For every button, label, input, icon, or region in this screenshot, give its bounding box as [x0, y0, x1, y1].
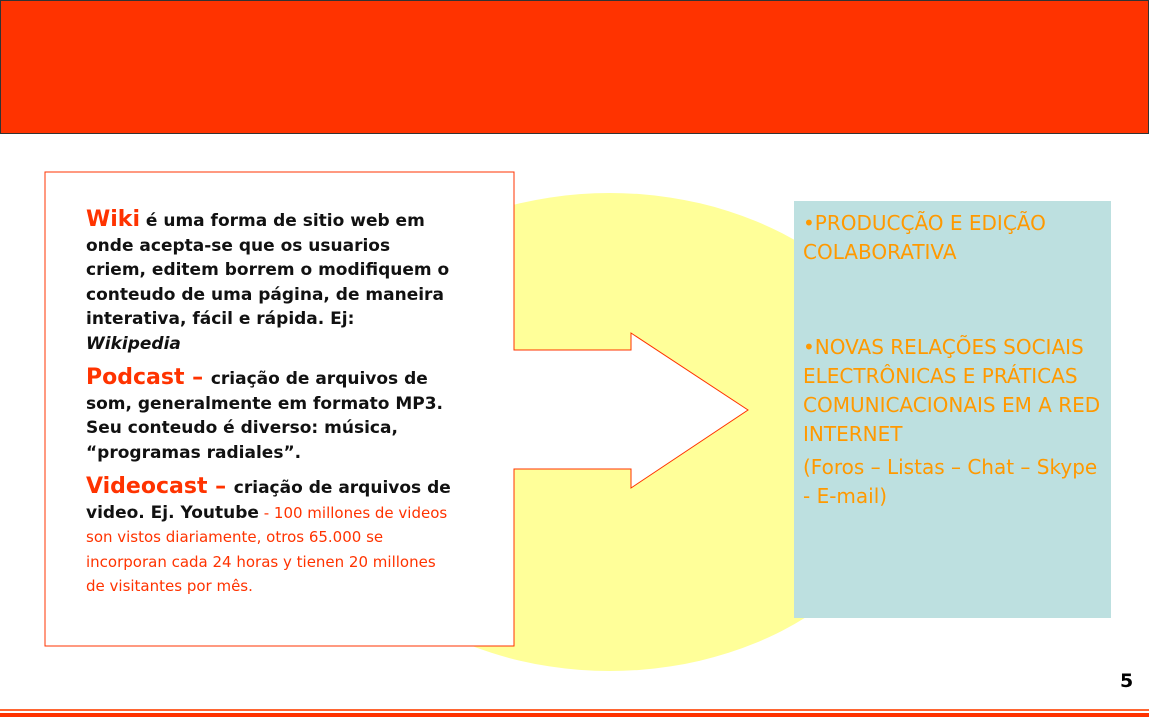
info-panel: [794, 201, 1111, 618]
videocast-term: Videocast: [86, 474, 208, 499]
wiki-term: Wiki: [86, 207, 140, 232]
panel-item-production: •PRODUCÇÃO E EDIÇÃO COLABORATIVA: [803, 211, 1046, 264]
panel-item-tools: (Foros – Listas – Chat – Skype - E-mail): [803, 455, 1098, 508]
panel-item-relations: •NOVAS RELAÇÕES SOCIAIS ELECTRÔNICAS E PRÁTICAS COMUNICACIONAIS EM A RED INTERNET: [803, 335, 1101, 446]
footer-bar: [0, 713, 1149, 717]
podcast-paragraph: [86, 366, 451, 465]
videocast-text: criação de arquivos de video. Ej. Youtube: [86, 478, 451, 523]
videocast-dash: –: [207, 474, 234, 499]
podcast-text: criação de arquivos de som, generalmente em formato MP3. Seu conteudo é diverso: música, “programas radiales”.: [86, 369, 444, 463]
podcast-dash: –: [184, 365, 211, 390]
info-panel-content: [803, 209, 1105, 511]
page-number: 5: [1120, 670, 1134, 692]
wiki-example: Wikipedia: [86, 333, 181, 354]
definitions-text: [86, 208, 451, 609]
podcast-term: Podcast: [86, 365, 185, 390]
wiki-text: é uma forma de sitio web em onde acepta-se que os usuarios criem, editem borrem o modifiquem o conteudo de uma página, de maneira interativa, fácil e rápida. Ej:: [86, 211, 450, 329]
videocast-paragraph: [86, 475, 451, 599]
videocast-stats: - 100 millones de videos son vistos diariamente, otros 65.000 se incorporan cada 24 horas y tienen 20 millones de visitantes por mês.: [86, 503, 448, 595]
wiki-paragraph: [86, 208, 451, 356]
footer-divider: [0, 709, 1149, 711]
